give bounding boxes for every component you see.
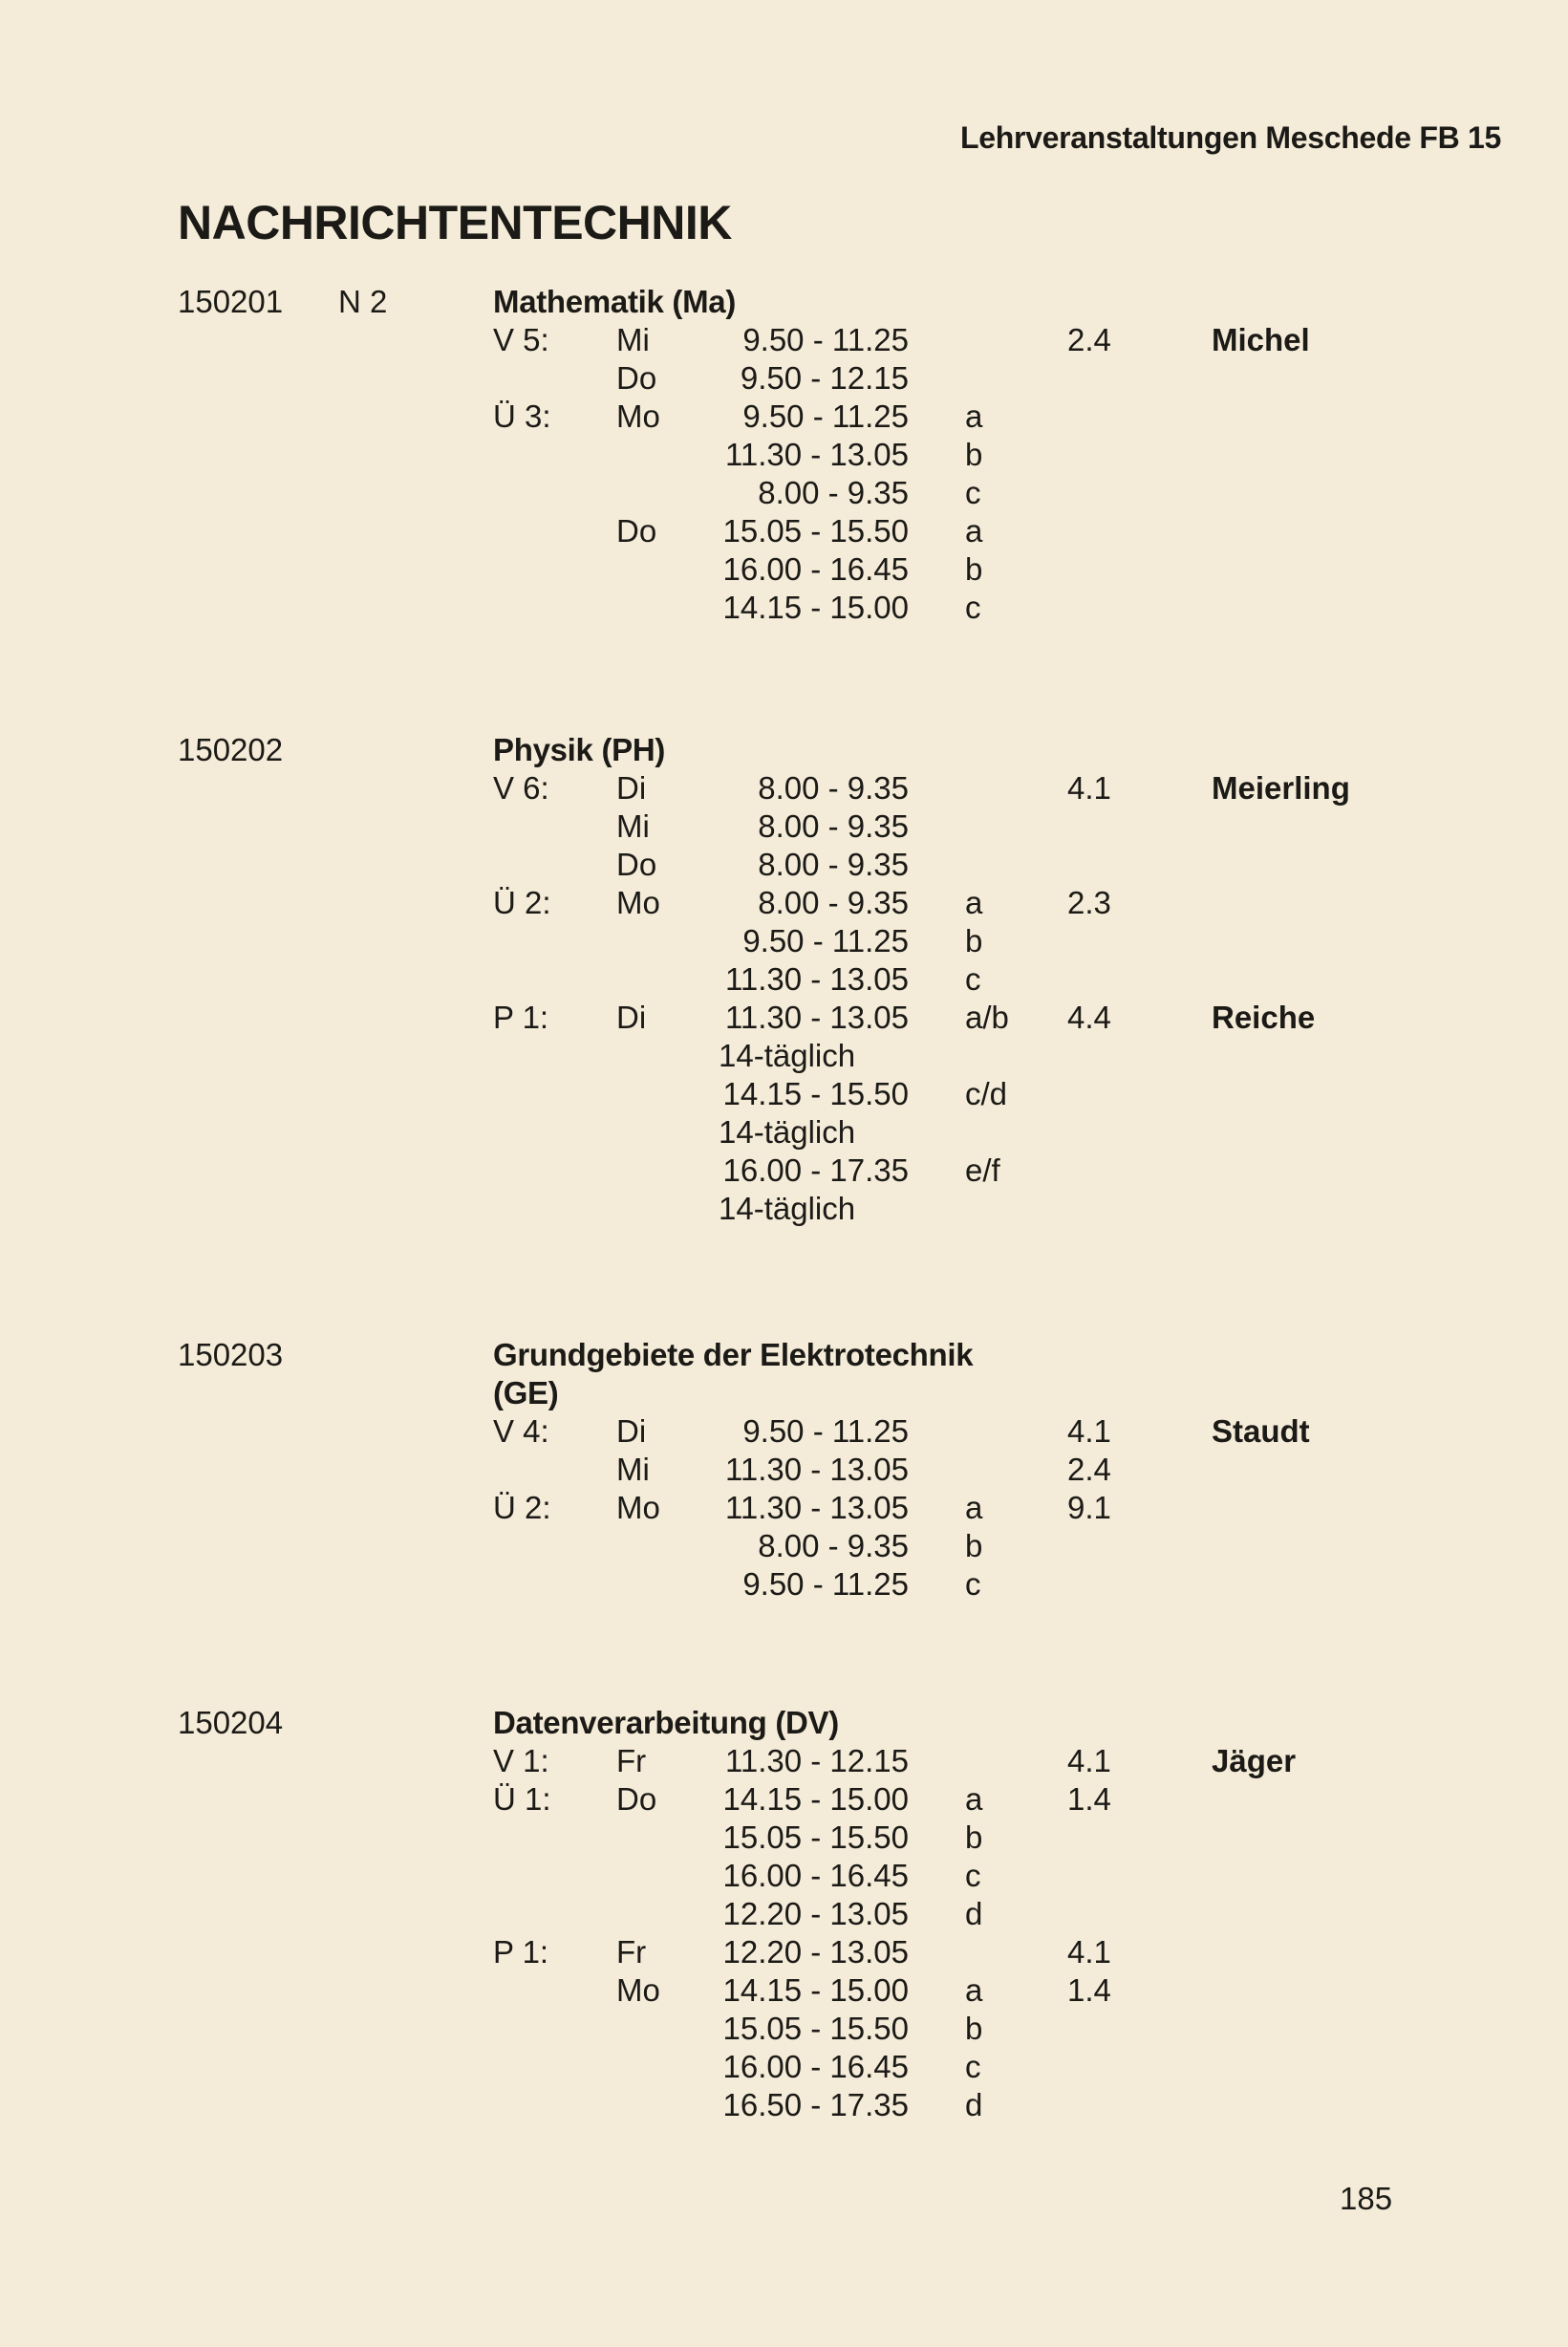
session-type: P 1:	[493, 1934, 549, 1970]
schedule-row	[0, 1742, 1568, 1780]
weekday: Mi	[616, 1452, 650, 1487]
group-letter: c	[965, 961, 981, 997]
schedule-row	[0, 359, 1568, 398]
weekday: Mo	[616, 398, 660, 434]
time-slot: 14.15 - 15.50	[722, 1076, 909, 1111]
schedule-row	[0, 884, 1568, 922]
schedule-row	[0, 1152, 1568, 1190]
session-type: V 6:	[493, 770, 549, 806]
weekday: Mo	[616, 885, 660, 920]
course-title: Physik (PH)	[493, 732, 666, 767]
schedule-row	[0, 436, 1568, 474]
schedule-row	[0, 1489, 1568, 1527]
schedule-row	[0, 1190, 1568, 1228]
group-letter: b	[965, 551, 983, 587]
schedule-row	[0, 960, 1568, 999]
time-slot: 16.00 - 16.45	[722, 551, 909, 587]
weekday: Di	[616, 1000, 647, 1035]
schedule-row	[0, 846, 1568, 884]
session-type: P 1:	[493, 1000, 549, 1035]
schedule-row	[0, 512, 1568, 550]
weekday: Mo	[616, 1490, 660, 1525]
room-number: 2.3	[1067, 885, 1111, 920]
page-number: 185	[1340, 2181, 1393, 2216]
session-type: Ü 2:	[493, 1490, 551, 1525]
schedule-row	[0, 474, 1568, 512]
group-letter: a	[965, 1781, 983, 1817]
session-type: V 5:	[493, 322, 549, 357]
time-slot: 14.15 - 15.00	[722, 590, 909, 625]
group-letter: d	[965, 2087, 983, 2122]
group-letter: c	[965, 475, 981, 510]
weekday: Do	[616, 1781, 657, 1817]
weekday: Do	[616, 847, 657, 882]
time-slot: 15.05 - 15.50	[722, 513, 909, 549]
schedule-row	[0, 1933, 1568, 1971]
time-slot: 8.00 - 9.35	[758, 1528, 909, 1563]
schedule-row	[0, 1075, 1568, 1113]
group-letter: c	[965, 2049, 981, 2084]
course-title: Grundgebiete der Elektrotechnik (GE)	[493, 1337, 974, 1410]
schedule-row	[0, 1451, 1568, 1489]
time-slot: 9.50 - 12.15	[740, 360, 909, 396]
schedule-row	[0, 999, 1568, 1037]
time-slot: 9.50 - 11.25	[742, 322, 909, 357]
lecturer-name: Michel	[1212, 322, 1310, 357]
schedule-row	[0, 1037, 1568, 1075]
room-number: 4.1	[1067, 1413, 1111, 1449]
schedule-row	[0, 807, 1568, 846]
time-slot: 8.00 - 9.35	[758, 770, 909, 806]
schedule-row	[0, 1895, 1568, 1933]
time-slot: 12.20 - 13.05	[722, 1896, 909, 1931]
time-slot: 15.05 - 15.50	[722, 2011, 909, 2046]
time-slot: 11.30 - 13.05	[724, 961, 909, 997]
weekday: Fr	[616, 1934, 647, 1970]
group-letter: a	[965, 1972, 983, 2008]
group-letter: e/f	[965, 1152, 1000, 1188]
weekday: Di	[616, 770, 647, 806]
course-number: 150204	[178, 1705, 284, 1740]
session-type: Ü 2:	[493, 885, 551, 920]
lecturer-name: Reiche	[1212, 1000, 1316, 1035]
time-slot: 9.50 - 11.25	[742, 1413, 909, 1449]
group-letter: c	[965, 590, 981, 625]
weekday: Mo	[616, 1972, 660, 2008]
schedule-row	[0, 1113, 1568, 1152]
schedule-row	[0, 321, 1568, 359]
time-slot: 11.30 - 13.05	[724, 1490, 909, 1525]
schedule-row	[0, 1780, 1568, 1819]
time-slot: 14.15 - 15.00	[722, 1781, 909, 1817]
lecturer-name: Meierling	[1212, 770, 1350, 806]
group-letter: c/d	[965, 1076, 1008, 1111]
weekday: Mi	[616, 808, 650, 844]
schedule-row	[0, 2010, 1568, 2048]
frequency-note: 14-täglich	[719, 1114, 856, 1150]
time-slot: 8.00 - 9.35	[758, 808, 909, 844]
group-letter: b	[965, 437, 983, 472]
session-type: V 1:	[493, 1743, 549, 1778]
schedule-row	[0, 2048, 1568, 2086]
time-slot: 11.30 - 12.15	[724, 1743, 909, 1778]
schedule-row	[0, 769, 1568, 807]
course-group: N 2	[338, 284, 388, 319]
weekday: Mi	[616, 322, 650, 357]
group-letter: a	[965, 513, 983, 549]
frequency-note: 14-täglich	[719, 1038, 856, 1073]
schedule-row	[0, 398, 1568, 436]
section-title: NACHRICHTENTECHNIK	[178, 196, 732, 249]
weekday: Di	[616, 1413, 647, 1449]
course-title: Mathematik (Ma)	[493, 284, 737, 319]
time-slot: 8.00 - 9.35	[758, 847, 909, 882]
room-number: 2.4	[1067, 322, 1111, 357]
time-slot: 16.00 - 16.45	[722, 1858, 909, 1893]
weekday: Do	[616, 513, 657, 549]
session-type: Ü 3:	[493, 398, 551, 434]
time-slot: 11.30 - 13.05	[724, 437, 909, 472]
schedule-row	[0, 1819, 1568, 1857]
session-type: V 4:	[493, 1413, 549, 1449]
schedule-row	[0, 589, 1568, 627]
schedule-row	[0, 1527, 1568, 1565]
time-slot: 11.30 - 13.05	[724, 1452, 909, 1487]
room-number: 4.1	[1067, 1934, 1111, 1970]
time-slot: 12.20 - 13.05	[722, 1934, 909, 1970]
room-number: 4.1	[1067, 1743, 1111, 1778]
time-slot: 9.50 - 11.25	[742, 1566, 909, 1602]
group-letter: b	[965, 923, 983, 958]
weekday: Fr	[616, 1743, 647, 1778]
schedule-row	[0, 922, 1568, 960]
frequency-note: 14-täglich	[719, 1191, 856, 1226]
time-slot: 14.15 - 15.00	[722, 1972, 909, 2008]
time-slot: 16.00 - 16.45	[722, 2049, 909, 2084]
running-header: Lehrveranstaltungen Meschede FB 15	[960, 120, 1501, 155]
lecturer-name: Jäger	[1212, 1743, 1297, 1778]
room-number: 1.4	[1067, 1781, 1111, 1817]
time-slot: 16.00 - 17.35	[722, 1152, 909, 1188]
course-number: 150203	[178, 1337, 284, 1372]
course-title: Datenverarbeitung (DV)	[493, 1705, 839, 1740]
schedule-row	[0, 2086, 1568, 2124]
time-slot: 8.00 - 9.35	[758, 885, 909, 920]
group-letter: d	[965, 1896, 983, 1931]
time-slot: 8.00 - 9.35	[758, 475, 909, 510]
schedule-row	[0, 1412, 1568, 1451]
group-letter: b	[965, 2011, 983, 2046]
room-number: 1.4	[1067, 1972, 1111, 2008]
room-number: 4.1	[1067, 770, 1111, 806]
room-number: 2.4	[1067, 1452, 1111, 1487]
group-letter: a	[965, 885, 983, 920]
course-number: 150201	[178, 284, 284, 319]
group-letter: b	[965, 1819, 983, 1855]
schedule-row	[0, 550, 1568, 589]
time-slot: 9.50 - 11.25	[742, 923, 909, 958]
lecturer-name: Staudt	[1212, 1413, 1310, 1449]
time-slot: 15.05 - 15.50	[722, 1819, 909, 1855]
time-slot: 11.30 - 13.05	[724, 1000, 909, 1035]
schedule-row	[0, 1565, 1568, 1604]
group-letter: c	[965, 1566, 981, 1602]
weekday: Do	[616, 360, 657, 396]
time-slot: 16.50 - 17.35	[722, 2087, 909, 2122]
schedule-row	[0, 1971, 1568, 2010]
group-letter: a/b	[965, 1000, 1009, 1035]
group-letter: a	[965, 1490, 983, 1525]
room-number: 9.1	[1067, 1490, 1111, 1525]
group-letter: c	[965, 1858, 981, 1893]
group-letter: b	[965, 1528, 983, 1563]
session-type: Ü 1:	[493, 1781, 551, 1817]
schedule-row	[0, 1857, 1568, 1895]
group-letter: a	[965, 398, 983, 434]
course-number: 150202	[178, 732, 284, 767]
time-slot: 9.50 - 11.25	[742, 398, 909, 434]
room-number: 4.4	[1067, 1000, 1111, 1035]
